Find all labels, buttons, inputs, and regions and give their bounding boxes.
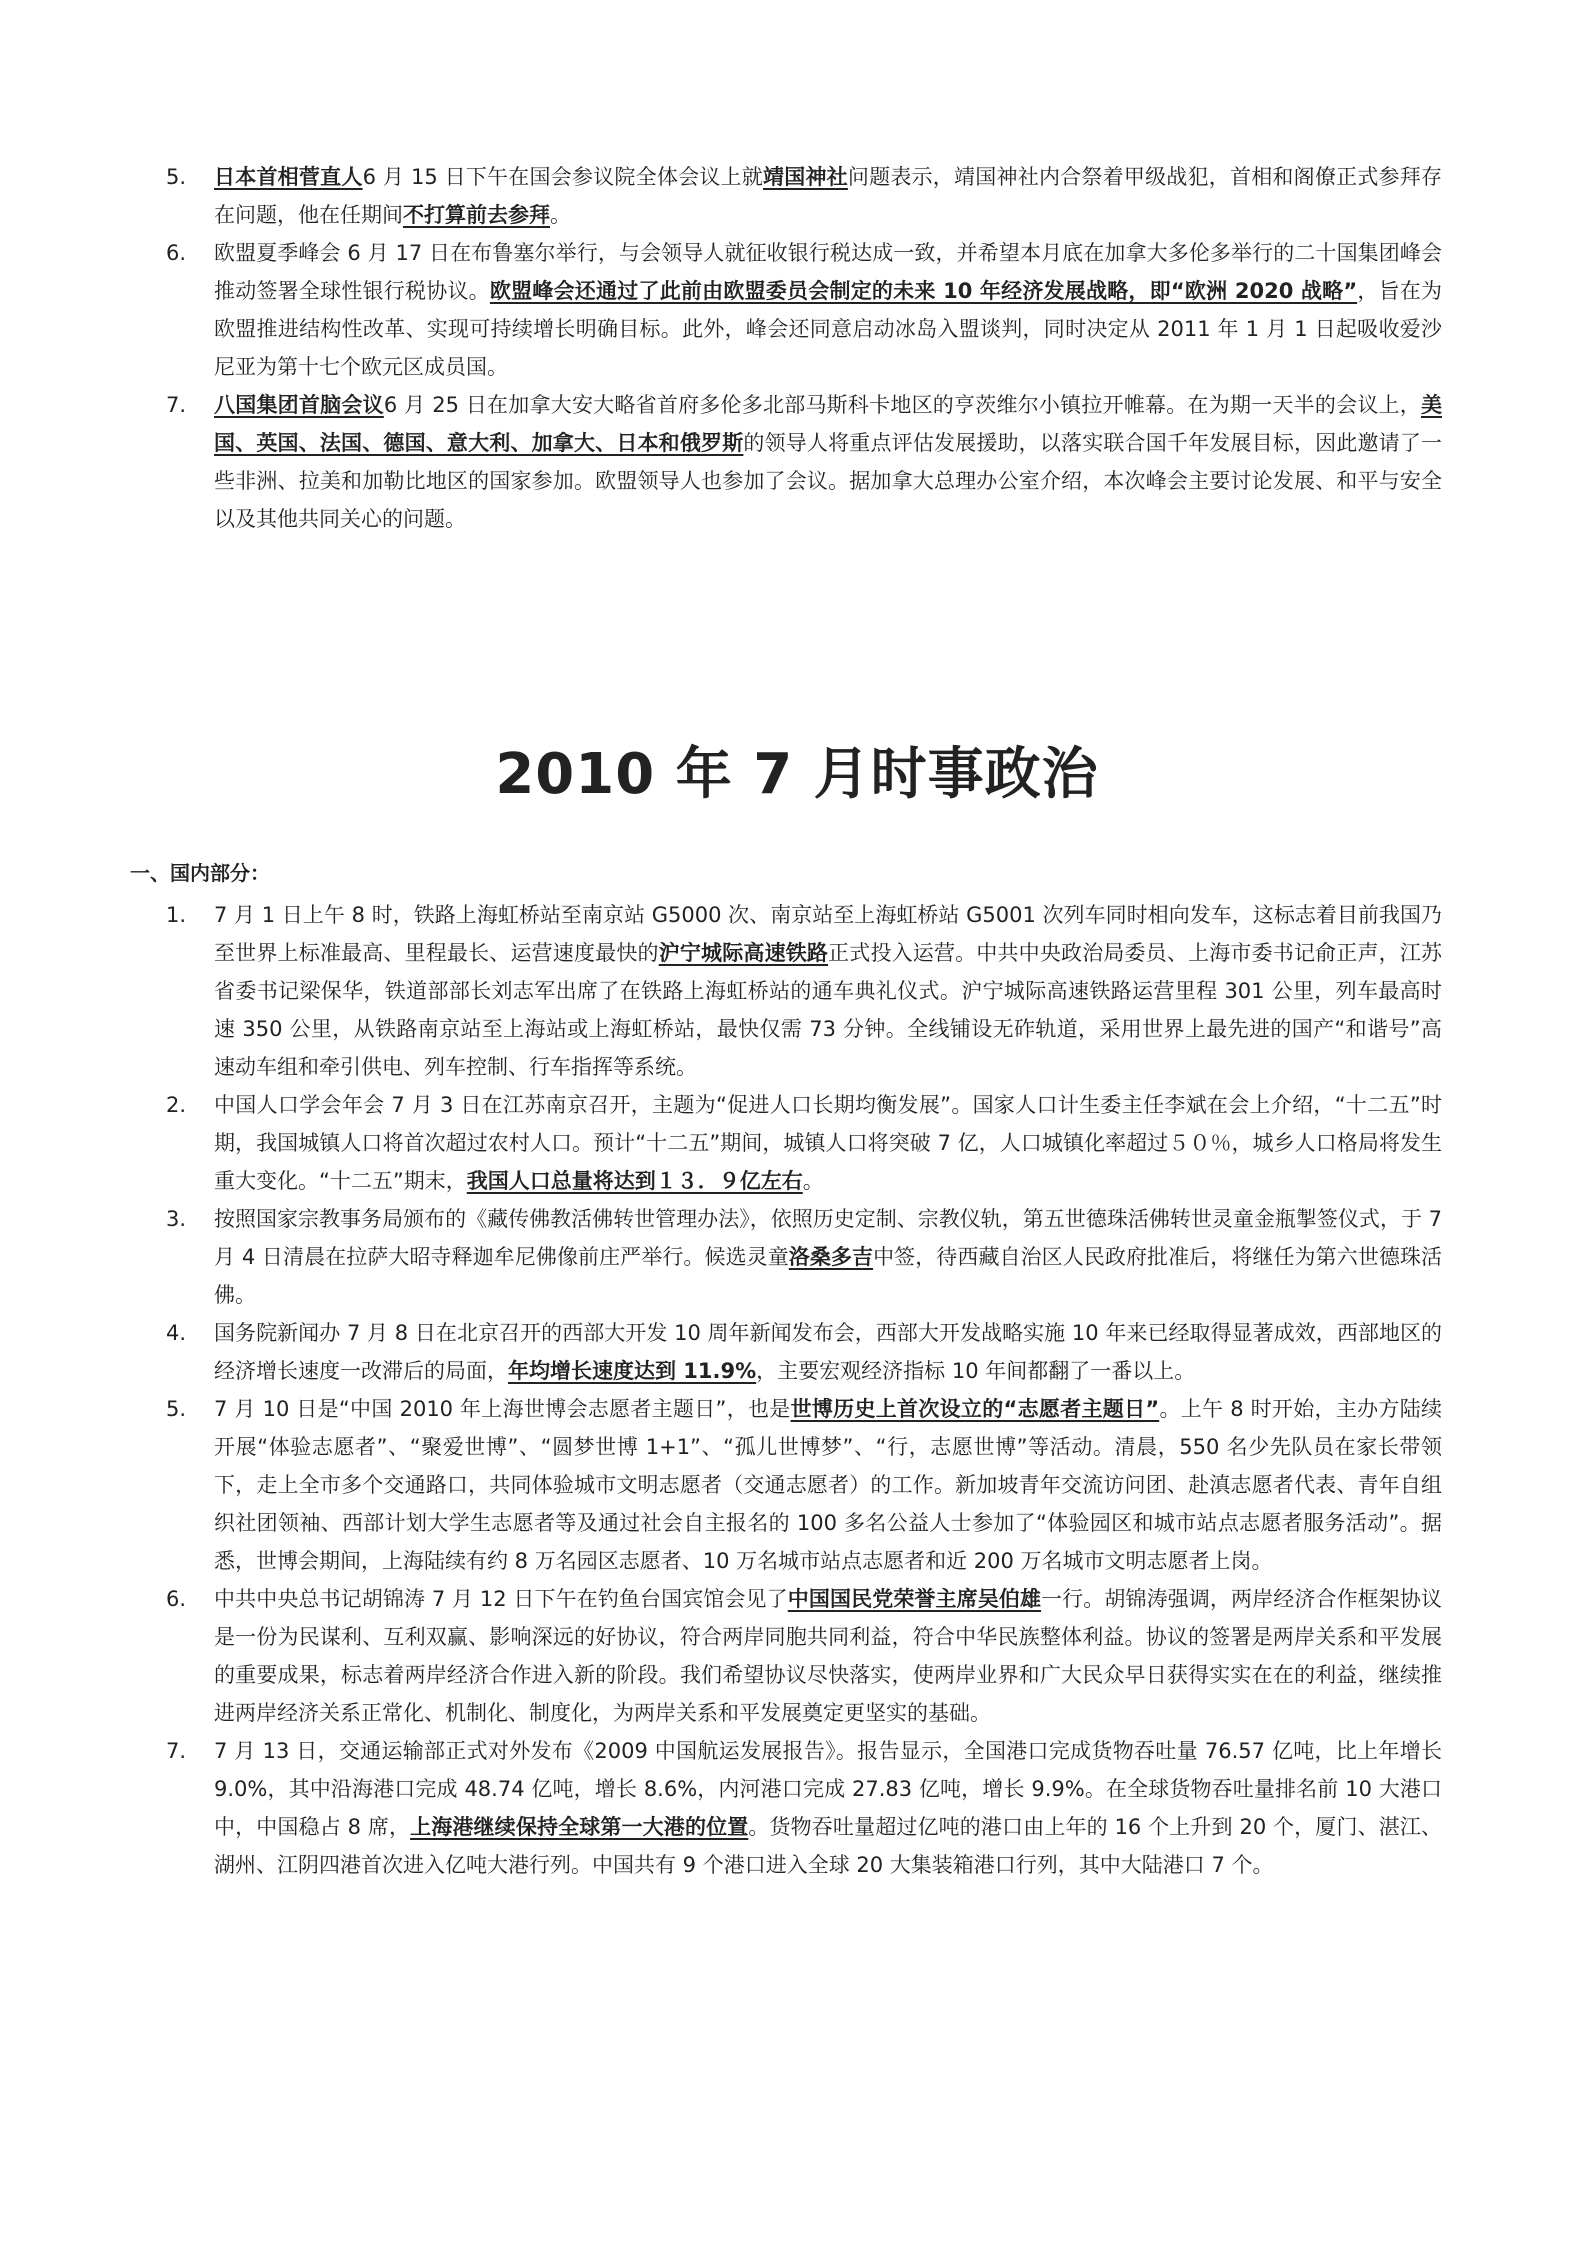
section-heading: 一、国内部分：	[130, 861, 270, 885]
item-number: 1.	[166, 903, 187, 927]
emphasis-text: 我国人口总量将达到１３．９亿左右	[466, 1169, 803, 1193]
underlined-keyphrase	[508, 1359, 756, 1383]
item-text	[214, 1580, 1442, 1732]
text-segment: 正式投入运营。中共中央政治局委员、上海市委书记俞正声，江苏省委书记梁保华，铁道部部长刘志军出席了在铁路上海虹桥站的通车典礼仪式。沪宁城际高速铁路运营里程 301 公里，列车最高时速 350 公里，从铁路南京站至上海站或上海虹桥站，最快仅需 73 分钟。全线铺设无砟轨道，采用世界上最先进的国产“和谐号”高速动车组和牵引供电、列车控制、行车指挥等系统。	[214, 941, 1443, 1079]
text-segment: 6 月 25 日在加拿大安大略省首府多伦多北部马斯科卡地区的亨茨维尔小镇拉开帷幕。在为期一天半的会议上，	[383, 393, 1421, 417]
underlined-keyphrase	[659, 941, 828, 965]
item-number: 7.	[166, 1739, 187, 1763]
emphasis-text: 美国、英国、法国、德国、意大利、加拿大、日本和俄罗斯	[214, 393, 1442, 455]
list-item	[166, 1314, 1442, 1390]
item-text	[214, 386, 1442, 538]
text-segment: 。	[550, 203, 571, 227]
text-segment: 问题表示，靖国神社内合祭着甲级战犯，首相和阁僚正式参拜存在问题，他在任期间	[214, 165, 1443, 227]
item-text	[214, 1314, 1442, 1390]
item-text	[214, 1732, 1442, 1884]
emphasis-text: 靖国神社	[763, 165, 848, 189]
emphasis-text: 欧盟峰会还通过了此前由欧盟委员会制定的未来 10 年经济发展战略，即“欧洲 2020 战略”	[489, 279, 1358, 303]
underlined-keyphrase	[214, 165, 363, 189]
list-item	[166, 1390, 1442, 1580]
emphasis-text: 不打算前去参拜	[403, 203, 550, 227]
list-item	[166, 1200, 1442, 1314]
underlined-keyphrase	[789, 1245, 873, 1269]
news-item-list	[166, 158, 1443, 538]
underlined-keyphrase	[214, 393, 384, 417]
emphasis-text: 年均增长速度达到 11.9%	[508, 1359, 757, 1383]
emphasis-text: 日本首相菅直人	[214, 165, 363, 189]
list-item	[166, 1580, 1443, 1732]
item-number: 2.	[166, 1093, 187, 1117]
emphasis-text: 八国集团首脑会议	[214, 393, 384, 417]
item-text	[214, 896, 1442, 1086]
text-segment: 7 月 13 日，交通运输部正式对外发布《2009 中国航运发展报告》。报告显示，全国港口完成货物吞吐量 76.57 亿吨，比上年增长 9.0%，其中沿海港口完成 48.74 亿吨，增长 8.6%，内河港口完成 27.83 亿吨，增长 9.9%。在全球货物吞吐量排名前 10 大港口中，中国稳占 8 席，	[214, 1739, 1442, 1839]
text-segment: 欧盟夏季峰会 6 月 17 日在布鲁塞尔举行，与会领导人就征收银行税达成一致，并希望本月底在加拿大多伦多举行的二十国集团峰会推动签署全球性银行税协议。	[214, 241, 1442, 303]
news-item-list	[166, 896, 1443, 1884]
underlined-keyphrase	[490, 279, 1357, 303]
item-number: 5.	[166, 165, 187, 189]
list-item	[166, 1732, 1442, 1884]
item-text	[214, 1390, 1442, 1580]
underlined-keyphrase	[467, 1169, 803, 1193]
list-item	[166, 896, 1443, 1086]
item-text	[214, 234, 1442, 386]
item-number: 4.	[166, 1321, 187, 1345]
item-number: 6.	[166, 1587, 187, 1611]
text-segment: 中签，待西藏自治区人民政府批准后，将继任为第六世德珠活佛。	[214, 1245, 1442, 1307]
text-segment: 7 月 10 日是“中国 2010 年上海世博会志愿者主题日”，也是	[214, 1397, 791, 1421]
text-segment: 7 月 1 日上午 8 时，铁路上海虹桥站至南京站 G5000 次、南京站至上海虹桥站 G5001 次列车同时相向发车，这标志着目前我国乃至世界上标准最高、里程最长、运营速度最快的	[214, 903, 1442, 965]
text-segment: 国务院新闻办 7 月 8 日在北京召开的西部大开发 10 周年新闻发布会，西部大开发战略实施 10 年来已经取得显著成效，西部地区的经济增长速度一改滞后的局面，	[214, 1321, 1442, 1383]
domestic-section-list	[166, 896, 1443, 1884]
text-segment: 。上午 8 时开始，主办方陆续开展“体验志愿者”、“聚爱世博”、“圆梦世博 1+1”、“孤儿世博梦”、“行，志愿世博”等活动。清晨，550 名少先队员在家长带领下，走上全市多个交通路口，共同体验城市文明志愿者（交通志愿者）的工作。新加坡青年交流访问团、赴滇志愿者代表、青年自组织社团领袖、西部计划大学生志愿者等及通过社会自主报名的 100 多名公益人士参加了“体验园区和城市站点志愿者服务活动”。据悉，世博会期间，上海陆续有约 8 万名园区志愿者、10 万名城市站点志愿者和近 200 万名城市文明志愿者上岗。	[214, 1397, 1442, 1573]
emphasis-text: 洛桑多吉	[788, 1245, 874, 1269]
text-segment: 中共中央总书记胡锦涛 7 月 12 日下午在钓鱼台国宾馆会见了	[214, 1587, 788, 1611]
item-text	[214, 1086, 1442, 1200]
text-segment: 一行。胡锦涛强调，两岸经济合作框架协议是一份为民谋利、互利双赢、影响深远的好协议，符合两岸同胞共同利益，符合中华民族整体利益。协议的签署是两岸关系和平发展的重要成果，标志着两岸经济合作进入新的阶段。我们希望协议尽快落实，使两岸业界和广大民众早日获得实实在在的利益，继续推进两岸经济关系正常化、机制化、制度化，为两岸关系和平发展奠定更坚实的基础。	[214, 1587, 1443, 1725]
emphasis-text: 世博历史上首次设立的“志愿者主题日”	[790, 1397, 1160, 1421]
text-segment: 按照国家宗教事务局颁布的《藏传佛教活佛转世管理办法》，依照历史定制、宗教仪轨，第五世德珠活佛转世灵童金瓶掣签仪式，于 7 月 4 日清晨在拉萨大昭寺释迦牟尼佛像前庄严举行。候选灵童	[214, 1207, 1442, 1269]
underlined-keyphrase	[763, 165, 848, 189]
list-item	[166, 234, 1443, 386]
item-number: 6.	[166, 241, 187, 265]
emphasis-text: 中国国民党荣誉主席吴伯雄	[787, 1587, 1042, 1611]
previous-section-list	[166, 158, 1443, 538]
item-number: 7.	[166, 393, 187, 417]
text-segment: 的领导人将重点评估发展援助，以落实联合国千年发展目标，因此邀请了一些非洲、拉美和加勒比地区的国家参加。欧盟领导人也参加了会议。据加拿大总理办公室介绍，本次峰会主要讨论发展、和平与安全以及其他共同关心的问题。	[214, 431, 1443, 531]
page-title: 2010 年 7 月时事政治	[495, 742, 1099, 807]
text-segment: ，主要宏观经济指标 10 年间都翻了一番以上。	[756, 1359, 1196, 1383]
item-number: 3.	[166, 1207, 187, 1231]
text-segment: ，旨在为欧盟推进结构性改革、实现可持续增长明确目标。此外，峰会还同意启动冰岛入盟谈判，同时决定从 2011 年 1 月 1 日起吸收爱沙尼亚为第十七个欧元区成员国。	[214, 279, 1443, 379]
emphasis-text: 上海港继续保持全球第一大港的位置	[410, 1815, 749, 1839]
emphasis-text: 沪宁城际高速铁路	[658, 941, 829, 965]
text-segment: 。	[802, 1169, 824, 1193]
underlined-keyphrase	[791, 1397, 1160, 1421]
item-text	[214, 1200, 1442, 1314]
text-segment: 。货物吞吐量超过亿吨的港口由上年的 16 个上升到 20 个，厦门、湛江、湖州、江阴四港首次进入亿吨大港行列。中国共有 9 个港口进入全球 20 大集装箱港口行列，其中大陆港口 7 个。	[214, 1815, 1442, 1877]
underlined-keyphrase	[788, 1587, 1041, 1611]
underlined-keyphrase	[410, 1815, 748, 1839]
text-segment: 中国人口学会年会 7 月 3 日在江苏南京召开，主题为“促进人口长期均衡发展”。国家人口计生委主任李斌在会上介绍，“十二五”时期，我国城镇人口将首次超过农村人口。预计“十二五”期间，城镇人口将突破 7 亿，人口城镇化率超过５０％，城乡人口格局将发生重大变化。“十二五”期末，	[214, 1093, 1442, 1193]
list-item	[166, 1086, 1442, 1200]
text-segment: 6 月 15 日下午在国会参议院全体会议上就	[362, 165, 763, 189]
item-number: 5.	[166, 1397, 187, 1421]
item-text	[214, 158, 1442, 234]
underlined-keyphrase	[403, 203, 550, 227]
list-item	[166, 386, 1443, 538]
list-item	[166, 158, 1443, 234]
